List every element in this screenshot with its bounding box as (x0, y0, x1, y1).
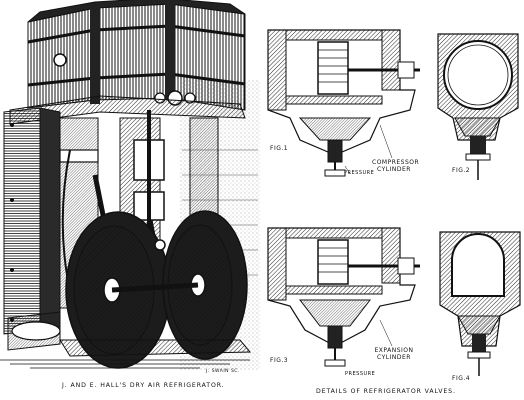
fig2-label: FIG.2 (452, 167, 471, 174)
compressor-cylinder-label (372, 159, 420, 173)
expansion-label-line2: CYLINDER (377, 354, 411, 361)
dry-air-refrigerator-illustration (0, 0, 260, 370)
fig2-compressor-end-drawing (438, 34, 518, 180)
compressor-label-line1: COMPRESSOR (372, 159, 420, 166)
compressor-label-line2: CYLINDER (377, 166, 411, 173)
caption-left: J. AND E. HALL'S DRY AIR REFRIGERATOR. (62, 382, 225, 389)
pressure-label-lower: PRESSURE (345, 371, 376, 377)
fig3-label: FIG.3 (270, 357, 289, 364)
pressure-label-upper: PRESSURE (344, 170, 375, 176)
fig1-label: FIG.1 (270, 145, 289, 152)
fig3-expansion-section-drawing (268, 228, 420, 366)
fig4-expansion-end-drawing (440, 232, 520, 376)
artist-signature: J. SWAIN SC. (206, 369, 240, 374)
fig4-label: FIG.4 (452, 375, 471, 382)
expansion-label-line1: EXPANSION (374, 347, 414, 354)
fig1-compressor-section-drawing (268, 30, 420, 176)
expansion-cylinder-label (372, 348, 416, 361)
caption-right: DETAILS OF REFRIGERATOR VALVES. (316, 388, 456, 395)
